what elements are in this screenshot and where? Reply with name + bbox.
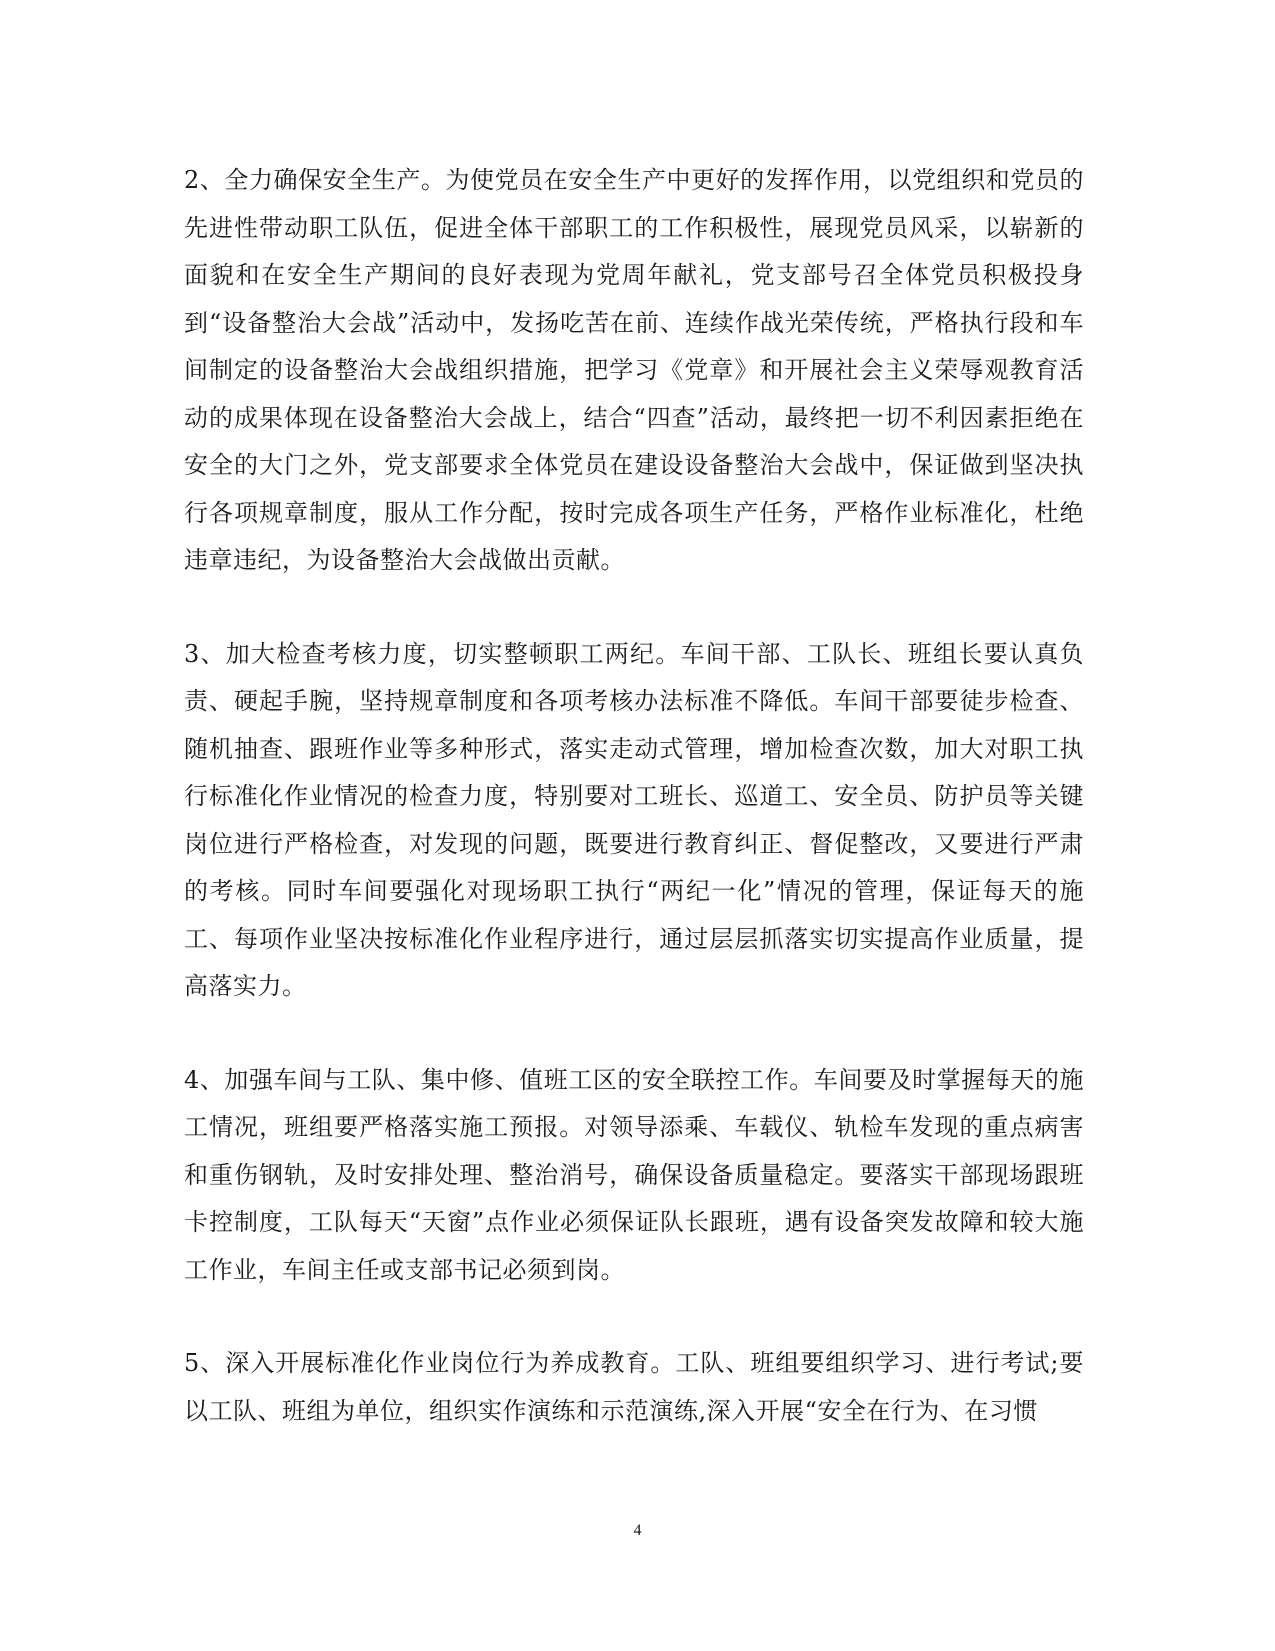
document-body (184, 157, 1084, 1435)
paragraph-2: 2、全力确保安全生产。为使党员在安全生产中更好的发挥作用，以党组织和党员的先进性带动职工队伍，促进全体干部职工的工作积极性，展现党员风采，以崭新的面貌和在安全生产期间的良好表现为党周年献礼，党支部号召全体党员积极投身到“设备整治大会战”活动中，发扬吃苦在前、连续作战光荣传统，严格执行段和车间制定的设备整治大会战组织措施，把学习《党章》和开展社会主义荣辱观教育活动的成果体现在设备整治大会战上，结合“四查”活动，最终把一切不利因素拒绝在安全的大门之外，党支部要求全体党员在建设设备整治大会战中，保证做到坚决执行各项规章制度，服从工作分配，按时完成各项生产任务，严格作业标准化，杜绝违章违纪，为设备整治大会战做出贡献。 (184, 166, 1084, 574)
paragraph-5: 5、深入开展标准化作业岗位行为养成教育。工队、班组要组织学习、进行考试;要以工队、班组为单位，组织实作演练和示范演练,深入开展“安全在行为、在习惯 (184, 1349, 1084, 1425)
paragraph-4: 4、加强车间与工队、集中修、值班工区的安全联控工作。车间要及时掌握每天的施工情况，班组要严格落实施工预报。对领导添乘、车载仪、轨检车发现的重点病害和重伤钢轨，及时安排处理、整治消号，确保设备质量稳定。要落实干部现场跟班卡控制度，工队每天“天窗”点作业必须保证队长跟班，遇有设备突发故障和较大施工作业，车间主任或支部书记必须到岗。 (184, 1065, 1084, 1284)
page-number: 4 (633, 1522, 642, 1539)
paragraph-3: 3、加大检查考核力度，切实整顿职工两纪。车间干部、工队长、班组长要认真负责、硬起手腕，坚持规章制度和各项考核办法标准不降低。车间干部要徒步检查、随机抽查、跟班作业等多种形式，落实走动式管理，增加检查次数，加大对职工执行标准化作业情况的检查力度，特别要对工班长、巡道工、安全员、防护员等关键岗位进行严格检查，对发现的问题，既要进行教育纠正、督促整改，又要进行严肃的考核。同时车间要强化对现场职工执行“两纪一化”情况的管理，保证每天的施工、每项作业坚决按标准化作业程序进行，通过层层抓落实切实提高作业质量，提高落实力。 (184, 639, 1084, 1000)
